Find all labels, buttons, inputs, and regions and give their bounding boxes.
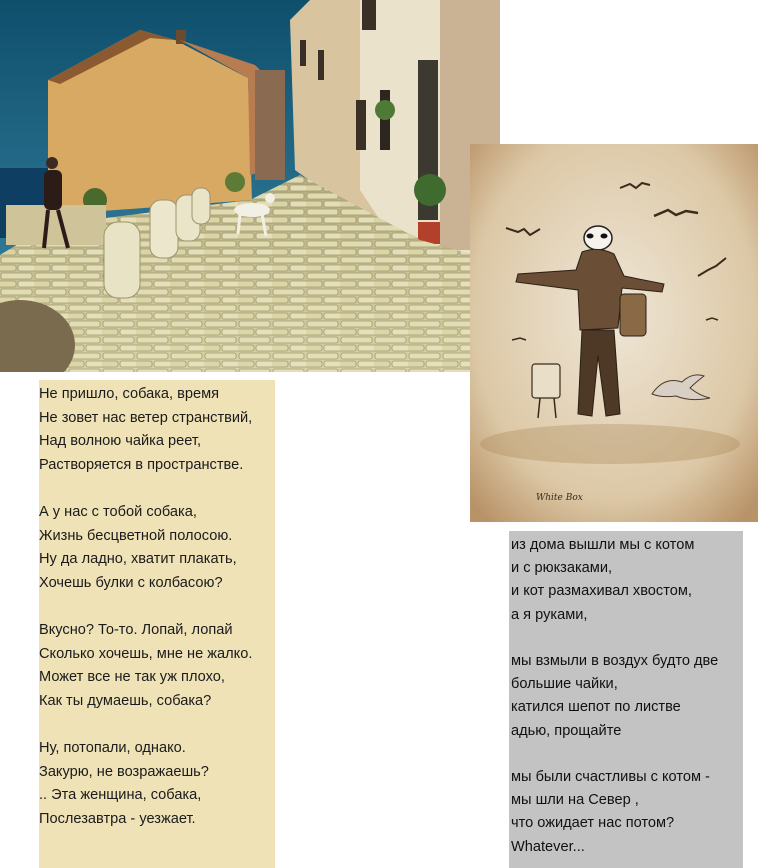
- poem-right-stanza-1: [511, 534, 743, 627]
- poem-line: Может все не так уж плохо,: [39, 669, 225, 686]
- poem-line: Послезавтра - уезжает.: [39, 810, 196, 827]
- poem-line: мы были счастливы с котом -: [511, 769, 710, 785]
- poem-line: адью, прощайте: [511, 722, 622, 739]
- poem-line: Ну да ладно, хватит плакать,: [39, 551, 237, 568]
- poem-left-stanza-3: [39, 619, 275, 713]
- poem-left-panel: [39, 380, 275, 868]
- poem-line: большие чайки,: [511, 676, 618, 693]
- street-photo: [0, 0, 500, 372]
- poem-line: Вкусно? То-то. Лопай, лопай: [39, 621, 233, 638]
- poem-line: катился шепот по листве: [511, 699, 681, 716]
- poem-left-stanza-2: [39, 501, 275, 595]
- sketch-illustration: [470, 144, 758, 522]
- poem-line: мы взмыли в воздух будто две: [511, 653, 719, 669]
- poem-line: А у нас с тобой собака,: [39, 503, 197, 520]
- poem-line: .. Эта женщина, собака,: [39, 787, 202, 804]
- sketch-signature: White Box: [536, 493, 583, 503]
- poem-right-stanza-3: [511, 766, 743, 859]
- poem-line: а я руками,: [511, 606, 588, 623]
- poem-line: Не пришло, собака, время: [39, 386, 220, 402]
- poem-line: Хочешь булки с колбасою?: [39, 574, 223, 591]
- poem-left-stanza-4: [39, 737, 275, 831]
- poem-line: Закурю, не возражаешь?: [39, 763, 209, 780]
- poem-line: мы шли на Север ,: [511, 792, 639, 809]
- poem-line: Whatever...: [511, 838, 585, 855]
- poem-left-stanza-1: [39, 383, 275, 477]
- poem-line: Не зовет нас ветер странствий,: [39, 409, 253, 426]
- poem-line: Жизнь бесцветной полосою.: [39, 527, 233, 544]
- poem-line: что ожидает нас потом?: [511, 815, 675, 832]
- poem-line: из дома вышли мы с котом: [511, 537, 695, 553]
- poem-line: Ну, потопали, однако.: [39, 739, 186, 756]
- poem-right-stanza-2: [511, 650, 743, 743]
- poem-line: Над волною чайка реет,: [39, 433, 202, 450]
- poem-right-panel: [509, 531, 743, 868]
- poem-line: Сколько хочешь, мне не жалко.: [39, 645, 253, 662]
- poem-line: Как ты думаешь, собака?: [39, 692, 212, 709]
- poem-line: Растворяется в пространстве.: [39, 456, 244, 473]
- street-photo-illustration: [0, 0, 500, 372]
- poem-line: и кот размахивал хвостом,: [511, 583, 692, 600]
- sketch-drawing: [470, 144, 758, 522]
- poem-line: и с рюкзаками,: [511, 560, 613, 577]
